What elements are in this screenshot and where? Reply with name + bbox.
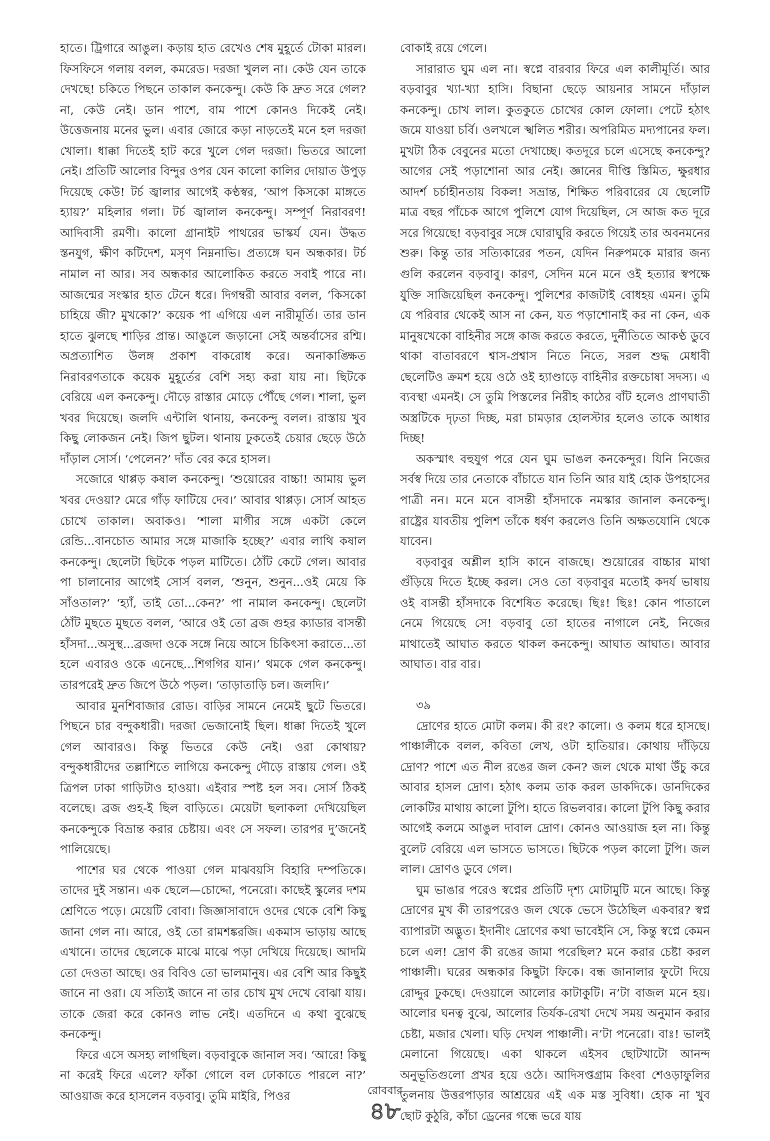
left-column <box>60 38 366 1106</box>
right-column <box>400 38 710 1126</box>
right-paragraph: অকস্মাৎ বহুযুগ পরে যেন ঘুম ভাঙল কনকেন্দুর। যিনি নিজের সর্বস্ব দিয়ে তার নেতাকে বাঁচাতে যান তিনি আর যাই হোক উপহাসের পাত্রী নন। মনে মনে বাসন্তী হাঁসদাকে নমস্কার জানাল কনকেন্দু। রাষ্ট্রের যাবতীয় পুলিশ তাঁকে ধর্ষণ করলেও তিনি অক্ষতযোনি থেকে যাবেন। <box>400 451 710 549</box>
left-paragraph: ফিরে এসে অসহ্য লাগছিল। বড়বাবুকে জানাল সব। ‘আরে! কিছু না করেই ফিরে এলে? ফাঁকা গোলে বল ঢোকাতে পারলে না?’ আওয়াজ করে হাসলেন বড়বাবু। তুমি মাইরি, পিওর <box>60 1047 366 1103</box>
right-paragraph: দ্রোণের হাতে মোটা কলম। কী রং? কালো। ও কলম ধরে হাসছে। পাঞ্চালীকে বলল, কবিতা লেখ, ওটা হাতিয়ার। কোথায় দাঁড়িয়ে দ্রোণ? পাশে এত নীল রঙের জল কেন? জল থেকে মাথা উঁচু করে আবার হাসল দ্রোণ। হঠাৎ কলম তাক করল ডাকদিকে। ডানদিকের লোকটির মাথায় কালো টুপি। হাতে রিভলবার। কালো টুপি কিছু করার আগেই কলমে আঙুল দাবাল দ্রোণ। কোনও আওয়াজ হল না। কিন্তু বুলেট বেরিয়ে এল ভাসতে ভাসতে। ছিটকে পড়ল কালো টুপি। জল লাল। দ্রোণও ডুবে গেল। <box>400 718 710 877</box>
page-number: ৪৮ <box>369 1097 401 1125</box>
right-paragraph: ঘুম ভাঙার পরেও স্বপ্নের প্রতিটি দৃশ্য মোটামুটি মনে আছে। কিন্তু দ্রোণের মুখ কী তারপরেও জল থেকে ভেসে উঠেছিল একবার? স্বপ্ন ব্যাপারটা অদ্ভুত। ইদানীং দ্রোণের কথা ভাবেইনি সে, কিন্তু স্বপ্নে কেমন চলে এল! দ্রোণ কী রঙের জামা পরেছিল? মনে করার চেষ্টা করল পাঞ্চালী। ঘরের অন্ধকার কিছুটা ফিকে। বন্ধ জানালার ফুটো দিয়ে রোদ্দুর ঢুকছে। দেওয়ালে আলোর কাটাকুটি। ন’টা বাজল মনে হয়। আলোর ঘনত্ব বুঝে, আলোর তির্যক-রেখা দেখে সময় অনুমান করার চেষ্টা, মজার খেলা। ঘড়ি দেখল পাঞ্চালী। ন’টা পনেরো। বাঃ! ভালই মেলানো গিয়েছে। একা থাকলে এইসব ছোটখাটো আনন্দ অনুভূতিগুলো প্রখর হয়ে ওঠে। আদিসপ্তগ্রাম কিংবা শেওড়াফুলির তুলনায় উত্তরপাড়ার আশ্রয়ের এই এক মস্ত সুবিধা। হোক না খুব ছোট কুঠুরি, কাঁচা ড্রেনের গন্ধে ভরে যায় <box>400 882 710 1123</box>
magazine-title: রোববার <box>367 1084 403 1097</box>
chapter-number: ৩৯ <box>416 697 432 712</box>
left-paragraph: পাশের ঘর থেকে পাওয়া গেল মাঝবয়সি বিহারি দম্পতিকে। তাদের দুই সন্তান। এক ছেলে—চোদ্দো, পনেরো। কাছেই স্কুলের দশম শ্রেণিতে পড়ে। মেয়েটি বোবা। জিজ্ঞাসাবাদে ওদের থেকে বেশি কিছু জানা গেল না। আরে, ওই তো রামশঙ্করজি। একমাস ভাড়ায় আছে এখানে। তাদের ছেলেকে মাঝে মাঝে পড়া দেখিয়ে দিয়েছে। আদমি তো দেওতা আছে। ওর বিবিও তো ভালমানুষ। এর বেশি আর কিছুই জানে না ওরা। যে সত্যিই জানে না তার চোখ মুখ দেখে বোঝা যায়। তাকে জেরা করে কোনও লাভ নেই। এতদিনে এ কথা বুঝেছে কনকেন্দু। <box>60 862 366 1042</box>
right-paragraph: সারারাত ঘুম এল না। স্বপ্নে বারবার ফিরে এল কালীমূর্তি। আর বড়বাবুর খ্যা-খ্যা হাসি। বিছানা ছেড়ে আয়নার সামনে দাঁড়াল কনকেন্দু। চোখ লাল। কুতকুতে চোখের কোল ফোলা। পেটে হঠাৎ জমে যাওয়া চর্বি। ওলখলে স্খলিত শরীর। অপরিমিত মদ্যপানের ফল। মুখটা ঠিক বেবুনের মতো দেখাচ্ছে। কতদূরে চলে এসেছে কনকেন্দু? আগের সেই পড়াশোনা আর নেই। জ্ঞানের দীপ্তি স্তিমিত, ক্ষুরধার আদর্শ চর্চাহীনতায় বিকল! সভ্রান্ত, শিক্ষিত পরিবারের যে ছেলেটি মাত্র বছর পাঁচেক আগে পুলিশে যোগ দিয়েছিল, সে আজ কত দূরে সরে গিয়েছে! বড়বাবুর সঙ্গে ঘোরাঘুরি করতে গিয়েই তার অবনমনের শুরু। কিন্তু তার সত্যিকারের পতন, যেদিন নিরুপমকে মারার জন্য গুলি করলেন বড়বাবু। কারণ, সেদিন মনে মনে ওই হত্যার স্বপক্ষে যুক্তি সাজিয়েছিল কনকেন্দু। পুলিশের কাজটাই বোধহয় এমন। তুমি যে পরিবার থেকেই আস না কেন, যত পড়াশোনাই কর না কেন, এক মানুষখেকো বাহিনীর সঙ্গে কাজ করতে করতে, দুর্নীতিতে আকণ্ঠ ডুবে থাকা বাতাবরণে শ্বাস-প্রশ্বাস নিতে নিতে, সরল শুদ্ধ মেধাবী ছেলেটিও ক্রমশ হয়ে ওঠে ওই হ্যাণ্ডাড়ে বাহিনীর রক্তচোষা সদস্য। এ ব্যবস্থা এমনই। সে তুমি পিস্তলের নিরীহ কাঠের বাঁট হলেও প্রাণঘাতী অস্ত্রটিকে দৃঢ়তা দিচ্ছ, মরা চামড়ার হোলস্টার হলেও তাকে আধার দিচ্ছ! <box>400 61 710 446</box>
left-paragraph: সজোরে থাপ্পড় কষাল কনকেন্দু। ‘শুয়োরের বাচ্চা! আমায় ভুল খবর দেওয়া? মেরে গাঁড় ফাটিয়ে দেব।’ আবার থাপ্পড়। সোর্স আহত চোখে তাকাল। অবাকও। ‘শালা মাগীর সঙ্গে একটা কেলে রেন্ডি...বানচোত আমার সঙ্গে মাজাকি হচ্ছে?’ এবার লাথি কষাল কনকেন্দু। ছেলেটা ছিটকে পড়ল মাটিতে। ঠোঁট কেটে গেল। আবার পা চালানোর আগেই সোর্স বলল, ‘শুনুন, শুনুন...ওই মেয়ে কি সাঁওতাল?’ ‘হ্যাঁ, তাই তো...কেন?’ পা নামাল কনকেন্দু। ছেলেটা ঠোঁট মুছতে মুছতে বলল, ‘আরে ওই তো ব্রজ গুহর ক্যাডার বাসন্তী হাঁসদা...অসুস্থ...ব্রজদা ওকে সঙ্গে নিয়ে আসে চিকিৎসা করাতে...তা হলে এবারও ওকে এনেছে...শিগগির যান।’ থমকে গেল কনকেন্দু। তারপরেই দ্রুত জিপে উঠে পড়ল। ‘তাড়াতাড়ি চল। জলদি।’ <box>60 472 366 692</box>
right-paragraph: বড়বাবুর অশ্লীল হাসি কানে বাজছে। শুয়োরের বাচ্চার মাথা গুঁড়িয়ে দিতে ইচ্ছে করল। সেও তো বড়বাবুর মতোই কদর্য ভাষায় ওই বাসন্তী হাঁসদাকে বিশেষিত করেছে। ছিঃ! ছিঃ! কোন পাতালে নেমে গিয়েছে সে! বড়বাবু তো হাতের নাগালে নেই, নিজের মাথাতেই আঘাত করতে থাকল কনকেন্দু। আঘাত আঘাত। আবার আঘাত। বার বার। <box>400 554 710 672</box>
left-paragraph: আবার মুনশিবাজার রোড। বাড়ির সামনে নেমেই ছুটে ভিতরে। পিছনে চার বন্দুকধারী। দরজা ভেজানোই ছিল। ধাক্কা দিতেই খুলে গেল আবারও। কিন্তু ভিতরে কেউ নেই। ওরা কোথায়? বন্দুকধারীদের তল্লাশিতে লাগিয়ে কনকেন্দু দৌড়ে রাস্তায় গেল। ওই ত্রিপল ঢাকা গাড়িটাও হাওয়া। এইবার স্পষ্ট হল সব। সোর্স ঠিকই বলেছে। ব্রজ গুহ-ই ছিল বাড়িতে। মেয়েটা ছলাকলা দেখিয়েছিল কনকেন্দুকে বিভ্রান্ত করার চেষ্টায়। এবং সে সফল। তারপর দু’জনেই পালিয়েছে। <box>60 698 366 857</box>
right-paragraph: বোকাই রয়ে গেলে। <box>400 41 488 55</box>
left-paragraph: হাতে। ট্রিগারে আঙুল। কড়ায় হাত রেখেও শেষ মুহূর্তে টোকা মারল। ফিসফিসে গলায় বলল, কমরেড। দরজা খুলল না। কেউ যেন তাকে দেখছে! চকিতে পিছনে তাকাল কনকেন্দু। কেউ কি দ্রুত সরে গেল? না, কেউ নেই। ডান পাশে, বাম পাশে কোনও দিকেই নেই। উত্তেজনায় মনের ভুল। এবার জোরে কড়া নাড়তেই মনে হল দরজা খোলা। ধাক্কা দিতেই হাট করে খুলে গেল দরজা। ভিতরে আলো নেই। প্রতিটি আলোর বিন্দুর ওপর যেন কালো কালির দোয়াত উপুড় দিয়েছে কেউ! টর্চ জ্বালার আগেই কণ্ঠস্বর, ‘আপ কিসকো মাঙ্গতে হ্যায়?’ মহিলার গলা। টর্চ জ্বালাল কনকেন্দু। সম্পূর্ণ নিরাবরণ! আদিবাসী রমণী। কালো গ্রানাইট পাথরের ভাস্কর্য যেন। উদ্ধত স্তনযুগ, ক্ষীণ কটিদেশ, মসৃণ নিম্ননাভি। প্রত্যঙ্গে ঘন অন্ধকার। টর্চ নামাল না আর। সব অন্ধকার আলোকিত করতে সবাই পারে না। আজন্মের সংস্কার হাত টেনে ধরে। দিগম্বরী আবার বলল, ‘কিসকো চাহিয়ে জী? মুখকো?’ কয়েক পা এগিয়ে এল নারীমূর্তি। তার ডান হাতে ঝুলছে শাড়ির প্রান্ত। আঙুলে জড়ানো সেই অন্তর্বাসের রশ্মি। অপ্রত্যাশিত উলঙ্গ প্রকাশ বাকরোধ করে। অনাকাঙ্ক্ষিত নিরাবরণতাকে কয়েক মুহূর্তের বেশি সহ্য করা যায় না। ছিটকে বেরিয়ে এল কনকেন্দু। দৌড়ে রাস্তার মোড়ে পৌঁছে গেল। শালা, ভুল খবর দিয়েছে। জলদি এন্টালি থানায়, কনকেন্দু বলল। রাস্তায় খুব কিছু লোকজন নেই। জিপ ছুটল। থানায় ঢুকতেই চেয়ার ছেড়ে উঠে দাঁড়াল সোর্স। ‘পেলেন?’ দাঁত বের করে হাসল। <box>60 41 366 466</box>
